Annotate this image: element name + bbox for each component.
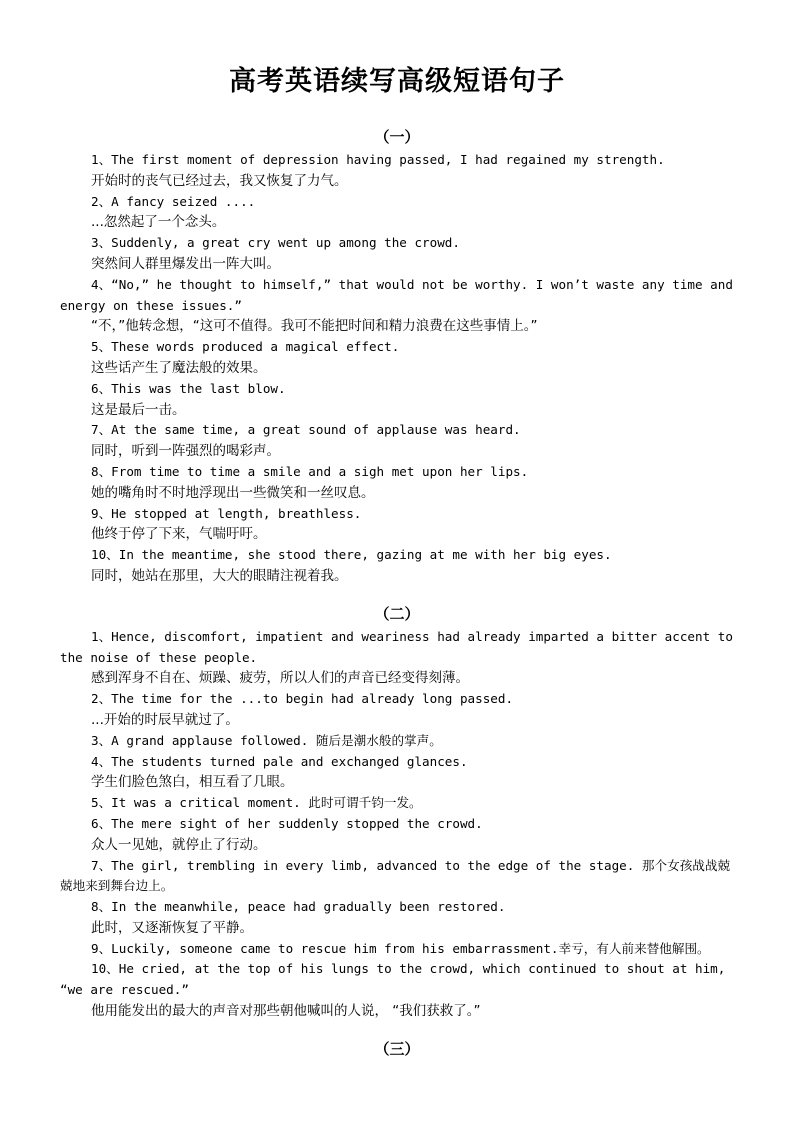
chinese-translation-line: 同时，她站在那里，大大的眼睛注视着我。 [91,567,348,584]
english-sentence-line: 6、The mere sight of her suddenly stopped the crowd. [91,815,483,831]
chinese-translation-line: 这些话产生了魔法般的效果。 [91,359,267,376]
english-sentence-line: 2、The time for the ...to begin had already long passed. [91,691,514,707]
english-sentence-line: 3、Suddenly, a great cry went up among the crowd. [91,235,460,251]
english-sentence-line: 10、He cried, at the top of his lungs to the crowd, which continued to shout at him, “we are rescued.” [60,961,726,998]
english-sentence-line: 8、In the meanwhile, peace had gradually been restored. [91,899,506,915]
english-sentence-line: 8、From time to time a smile and a sigh met upon her lips. [91,463,529,479]
english-sentence-line: 5、These words produced a magical effect. [91,339,400,355]
section-3-heading: （三） [374,1039,420,1058]
chinese-translation-line: 此时，又逐渐恢复了平静。 [91,919,253,936]
chinese-translation-line: 这是最后一击。 [91,401,186,418]
section-2-body [60,627,734,1022]
english-sentence-line: 1、Hence, discomfort, impatient and weariness had already imparted a bitter accent to the noise of these people. [60,628,733,665]
chinese-translation-line: 同时，听到一阵强烈的喝彩声。 [91,443,280,460]
chinese-translation-line: ...忽然起了一个念头。 [91,214,226,231]
english-sentence-line: 7、At the same time, a great sound of applause was heard. [91,422,521,438]
page-title: 高考英语续写高级短语句子 [229,66,565,97]
english-sentence-line: 3、A grand applause followed. 随后是潮水般的掌声。 [91,732,442,748]
english-sentence-line: 4、The students turned pale and exchanged glances. [91,753,468,769]
chinese-translation-line: 他用能发出的最大的声音对那些朝他喊叫的人说， “我们获救了。” [91,1003,481,1020]
chinese-translation-line: 学生们脸色煞白，相互看了几眼。 [91,774,294,791]
english-sentence-line: 2、A fancy seized .... [91,193,256,209]
chinese-translation-line: ...开始的时辰早就过了。 [91,711,239,728]
chinese-translation-line: 突然间人群里爆发出一阵大叫。 [91,255,280,272]
chinese-translation-line: 开始时的丧气已经过去，我又恢复了力气。 [91,172,348,189]
section-1-heading: （一） [374,128,420,146]
english-sentence-line: 9、Luckily, someone came to rescue him from his embarrassment.幸亏，有人前来替他解围。 [91,940,710,956]
english-sentence-line: 5、It was a critical moment. 此时可谓千钧一发。 [91,795,422,811]
chinese-translation-line: 她的嘴角时不时地浮现出一些微笑和一丝叹息。 [91,484,375,501]
english-sentence-line: 1、The first moment of depression having passed, I had regained my strength. [91,152,665,167]
chinese-translation-line: “不，”他转念想，“这可不值得。我可不能把时间和精力浪费在这些事情上。” [91,318,538,335]
english-sentence-line: 9、He stopped at length, breathless. [91,505,362,521]
chinese-translation-line: 感到浑身不自在、烦躁、疲劳，所以人们的声音已经变得刻薄。 [91,670,469,687]
english-sentence-line: 7、The girl, trembling in every limb, advanced to the edge of the stage. 那个女孩战战兢兢地来到舞台边上。 [60,857,731,894]
english-sentence-line: 4、“No,” he thought to himself,” that would not be worthy. I won’t waste any time and energy on these issues.” [60,276,733,313]
english-sentence-line: 10、In the meantime, she stood there, gazing at me with her big eyes. [91,547,612,563]
section-1-body [60,150,734,587]
chinese-translation-line: 他终于停了下来，气喘吁吁。 [91,526,267,543]
section-2-heading: （二） [374,604,420,623]
english-sentence-line: 6、This was the last blow. [91,380,286,396]
chinese-translation-line: 众人一见她，就停止了行动。 [91,836,267,853]
